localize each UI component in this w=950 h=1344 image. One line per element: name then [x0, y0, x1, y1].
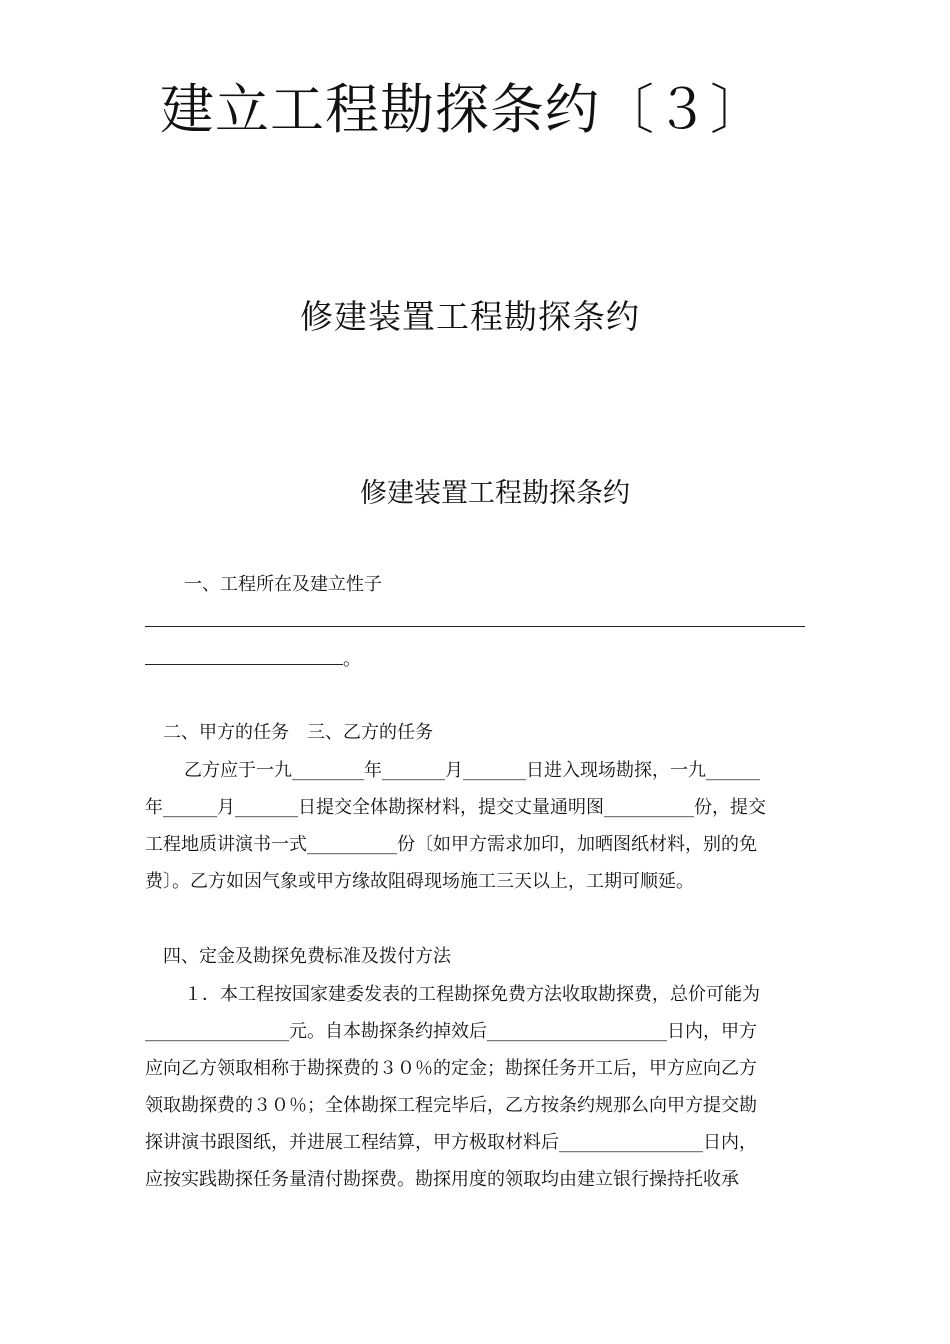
- section2-heading: 二、甲方的任务 三、乙方的任务: [163, 722, 433, 743]
- section4-para-line: 应按实践勘探任务量清付勘探费。勘探用度的领取均由建立银行操持托收承: [145, 1169, 739, 1190]
- section4-para-line: １．本工程按国家建委发表的工程勘探免费方法收取勘探费，总价可能为: [184, 984, 760, 1005]
- section1-blank-line-text: [145, 604, 805, 628]
- section4-para-line: 探讲演书跟图纸，并进展工程结算，甲方极取材料后________________日内，: [145, 1132, 757, 1153]
- section4-para-line: 领取勘探费的３０％；全体勘探工程完毕后，乙方按条约规那么向甲方提交勘: [145, 1095, 757, 1116]
- section4-heading: 四、定金及勘探免费标准及拨付方法: [163, 946, 451, 967]
- main-title: 建立工程勘探条约〔３〕: [160, 78, 765, 141]
- document-subtitle-repeat: 修建装置工程勘探条约: [360, 478, 630, 509]
- section4-para-line: 应向乙方领取相称于勘探费的３０％的定金；勘探任务开工后，甲方应向乙方: [145, 1058, 757, 1079]
- section4-para-line: ________________元。自本勘探条约掉效后____________________日内，甲方: [145, 1021, 757, 1042]
- section2-para-line: 工程地质讲演书一式__________份〔如甲方需求加印，加晒图纸材料，别的免: [145, 834, 757, 855]
- section1-blank-line-2-end: 。: [343, 649, 361, 670]
- section2-para-line: 费〕。乙方如因气象或甲方缘故阻碍现场施工三天以上，工期可顺延。: [145, 871, 694, 892]
- section1-blank-line-2-text: [145, 642, 343, 666]
- section2-para-line: 年______月_______日提交全体勘探材料，提交丈量通明图__________份，提交: [145, 797, 766, 818]
- document-subtitle: 修建装置工程勘探条约: [300, 297, 640, 336]
- section1-heading: 一、工程所在及建立性子: [184, 574, 382, 595]
- section2-para-line: 乙方应于一九________年_______月_______日进入现场勘探，一九______: [184, 760, 760, 781]
